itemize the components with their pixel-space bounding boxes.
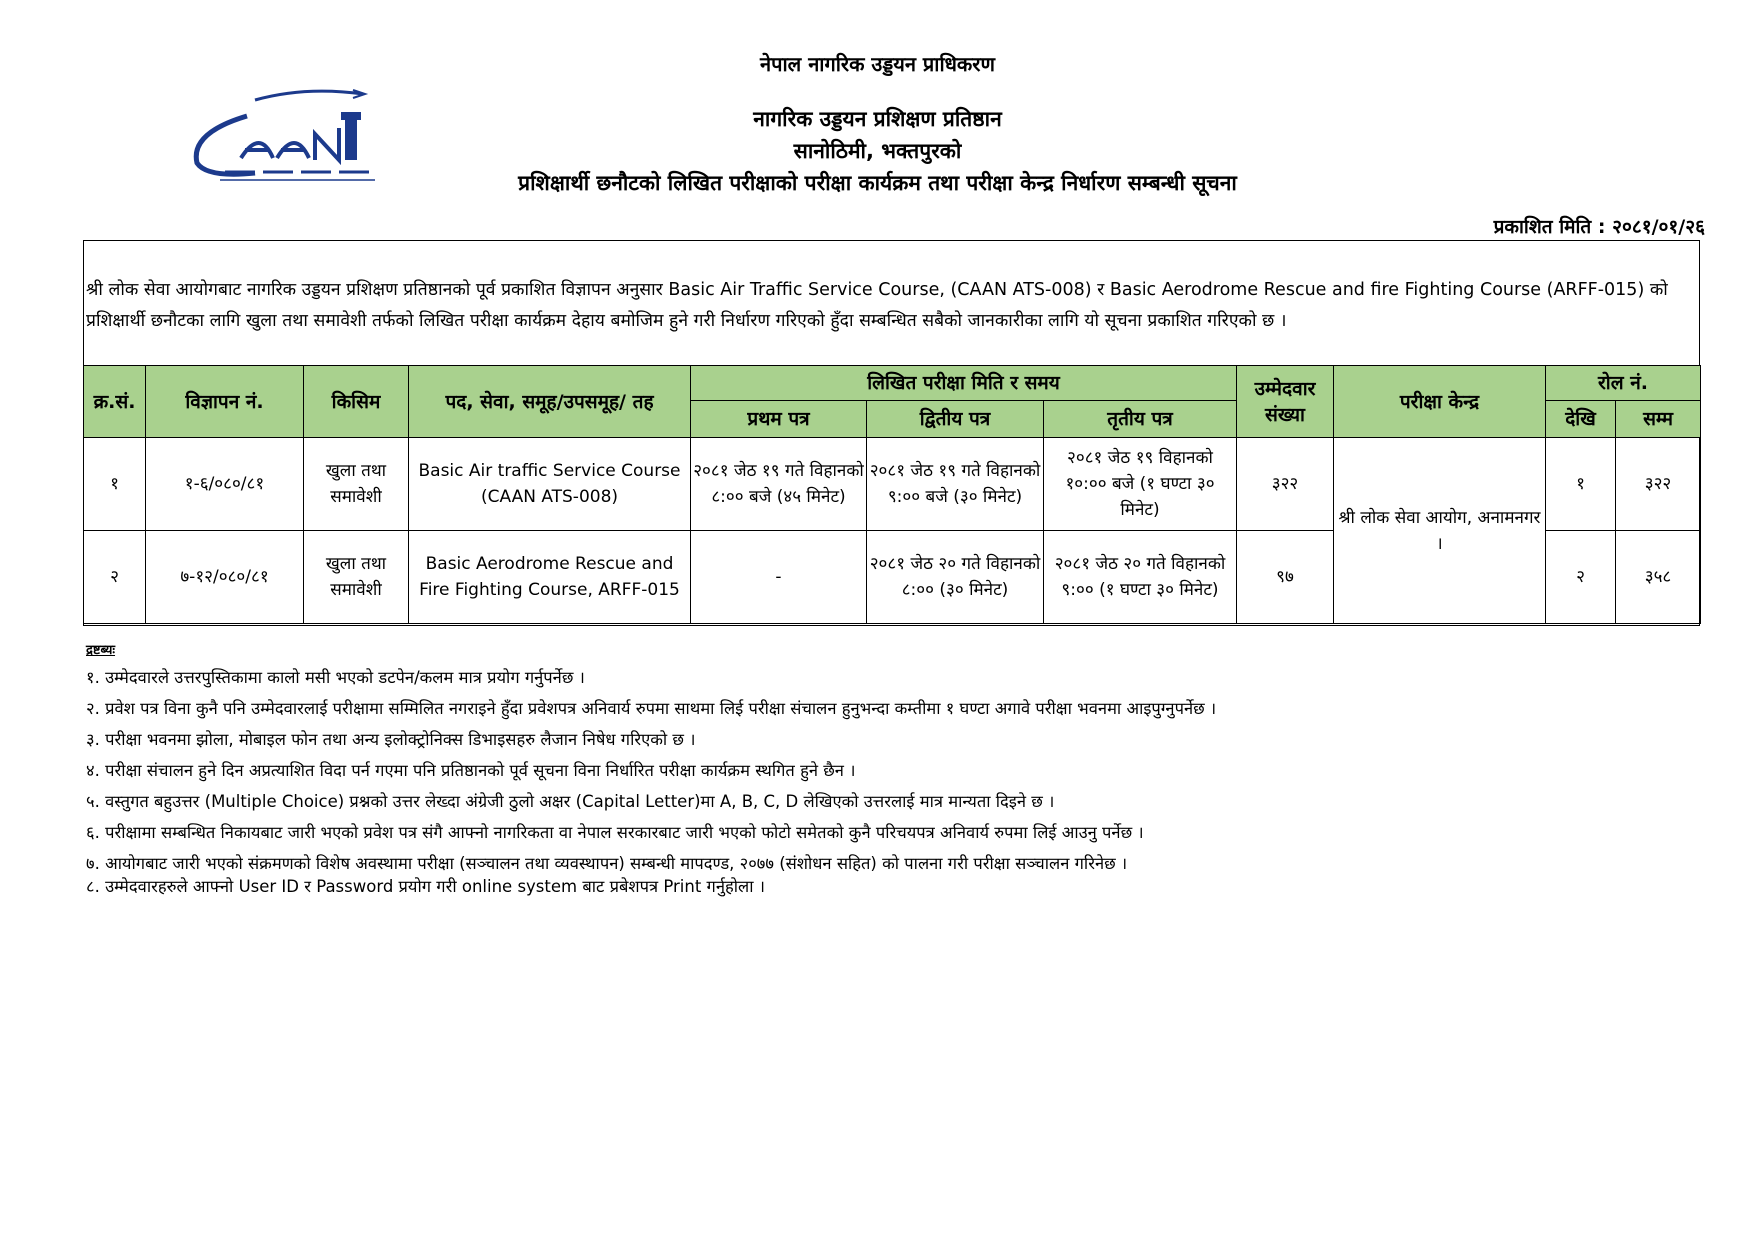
header-first-paper: प्रथम पत्र: [691, 401, 867, 438]
organization-name: नेपाल नागरिक उड्डयन प्राधिकरण: [760, 52, 995, 76]
cell-adv-no: १-६/०८०/८१: [146, 438, 304, 531]
notice-title: प्रशिक्षार्थी छनौटको लिखित परीक्षाको परीक्षा कार्यक्रम तथा परीक्षा केन्द्र निर्धारण सम्बन्धी सूचना: [518, 171, 1237, 195]
header-third-paper: तृतीय पत्र: [1044, 401, 1237, 438]
cell-adv-no: ७-१२/०८०/८१: [146, 531, 304, 624]
cell-first-paper: -: [691, 531, 867, 624]
cell-exam-center: श्री लोक सेवा आयोग, अनामनगर ।: [1334, 438, 1546, 624]
header-candidates: उम्मेदवार संख्या: [1237, 366, 1334, 438]
cell-roll-from: १: [1546, 438, 1616, 531]
note-item: २. प्रवेश पत्र विना कुनै पनि उम्मेदवारलाई परीक्षामा सम्मिलित नगराइने हुँदा प्रवेशपत्र अनिवार्य रुपमा साथमा लिई परीक्षा संचालन हुनुभन्दा कम्तीमा १ घण्टा अगावे परीक्षा भवनमा आइपुग्नुपर्नेछ ।: [86, 699, 1217, 718]
institute-location: सानोठिमी, भक्तपुरको: [793, 139, 962, 163]
cell-third-paper: २०८१ जेठ २० गते विहानको ९:०० (१ घण्टा ३० मिनेट): [1044, 531, 1237, 624]
note-item: ३. परीक्षा भवनमा झोला, मोबाइल फोन तथा अन्य इलोक्ट्रोनिक्स डिभाइसहरु लैजान निषेध गरिएको छ ।: [86, 730, 696, 749]
cell-second-paper: २०८१ जेठ २० गते विहानको ८:०० (३० मिनेट): [867, 531, 1044, 624]
note-item: ६. परीक्षामा सम्बन्धित निकायबाट जारी भएको प्रवेश पत्र संगै आफ्नो नागरिकता वा नेपाल सरकारबाट जारी भएको फोटो समेतको कुनै परिचयपत्र अनिवार्य रुपमा लिई आउनु पर्नेछ ।: [86, 823, 1144, 842]
cell-roll-to: ३५८: [1616, 531, 1701, 624]
cell-first-paper: २०८१ जेठ १९ गते विहानको ८:०० बजे (४५ मिनेट): [691, 438, 867, 531]
cell-post: Basic Air traffic Service Course (CAAN ATS-008): [409, 438, 691, 531]
cell-candidates: ९७: [1237, 531, 1334, 624]
header-roll-no: रोल नं.: [1546, 366, 1701, 401]
notes-heading: द्रष्टब्यः: [86, 643, 116, 658]
published-date: प्रकाशित मिति : २०८१/०१/२६: [1493, 216, 1705, 238]
header-roll-to: सम्म: [1616, 401, 1701, 438]
table-row: [84, 438, 1701, 531]
cell-roll-from: २: [1546, 531, 1616, 624]
cell-post: Basic Aerodrome Rescue and Fire Fighting Course, ARFF-015: [409, 531, 691, 624]
cell-sn: १: [84, 438, 146, 531]
note-item: ७. आयोगबाट जारी भएको संक्रमणको विशेष अवस्थामा परीक्षा (सञ्चालन तथा व्यवस्थापन) सम्बन्धी मापदण्ड, २०७७ (संशोधन सहित) को पालना गरी परीक्षा सञ्चालन गरिनेछ ।: [86, 854, 1128, 873]
cell-sn: २: [84, 531, 146, 624]
cell-candidates: ३२२: [1237, 438, 1334, 531]
cell-roll-to: ३२२: [1616, 438, 1701, 531]
notes-section: [86, 640, 1216, 899]
header-roll-from: देखि: [1546, 401, 1616, 438]
header-exam-datetime: लिखित परीक्षा मिति र समय: [691, 366, 1237, 401]
note-item: ४. परीक्षा संचालन हुने दिन अप्रत्याशित विदा पर्न गएमा पनि प्रतिष्ठानको पूर्व सूचना विना निर्धारित परीक्षा कार्यक्रम स्थगित हुने छैन ।: [86, 761, 856, 780]
header-adv-no: विज्ञापन नं.: [146, 366, 304, 438]
cell-second-paper: २०८१ जेठ १९ गते विहानको ९:०० बजे (३० मिनेट): [867, 438, 1044, 531]
header-center: परीक्षा केन्द्र: [1334, 366, 1546, 438]
header-post: पद, सेवा, समूह/उपसमूह/ तह: [409, 366, 691, 438]
cell-type: खुला तथा समावेशी: [304, 438, 409, 531]
cell-third-paper: २०८१ जेठ १९ विहानको १०:०० बजे (१ घण्टा ३० मिनेट): [1044, 438, 1237, 531]
exam-schedule-table: [83, 365, 1701, 624]
header-second-paper: द्वितीय पत्र: [867, 401, 1044, 438]
header-type: किसिम: [304, 366, 409, 438]
note-item: ८. उम्मेदवारहरुले आफ्नो User ID र Password प्रयोग गरी online system बाट प्रबेशपत्र Print गर्नुहोला ।: [86, 877, 765, 896]
header-sn: क्र.सं.: [84, 366, 146, 438]
note-item: १. उम्मेदवारले उत्तरपुस्तिकामा कालो मसी भएको डटपेन/कलम मात्र प्रयोग गर्नुपर्नेछ ।: [86, 668, 585, 687]
institute-name: नागरिक उड्डयन प्रशिक्षण प्रतिष्ठान: [753, 107, 1002, 131]
intro-paragraph: श्री लोक सेवा आयोगबाट नागरिक उड्डयन प्रशिक्षण प्रतिष्ठानको पूर्व प्रकाशित विज्ञापन अनुसार Basic Air Traffic Service Course, (CAAN ATS-008) र Basic Aerodrome Rescue and fire Fighting Course (ARFF-015) को प्रशिक्षार्थी छनौटका लागि खुला तथा समावेशी तर्फको लिखित परीक्षा कार्यक्रम देहाय बमोजिम हुने गरी निर्धारण गरिएको हुँदा सम्बन्धित सबैको जानकारीका लागि यो सूचना प्रकाशित गरिएको छ ।: [86, 280, 1668, 331]
note-item: ५. वस्तुगत बहुउत्तर (Multiple Choice) प्रश्नको उत्तर लेख्दा अंग्रेजी ठुलो अक्षर (Capital Letter)मा A, B, C, D लेखिएको उत्तरलाई मात्र मान्यता दिइने छ ।: [86, 792, 1055, 811]
cell-type: खुला तथा समावेशी: [304, 531, 409, 624]
